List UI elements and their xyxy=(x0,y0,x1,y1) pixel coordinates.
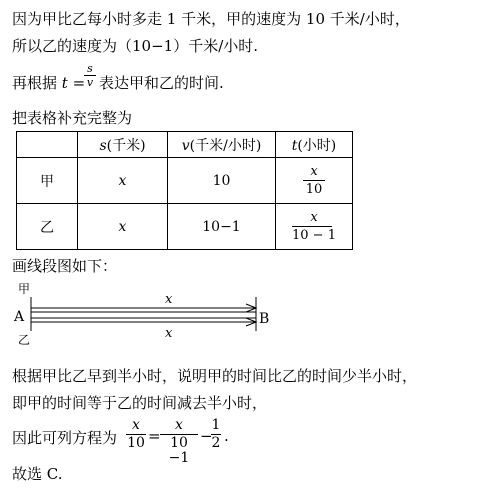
fraction-denominator: 10 xyxy=(127,435,145,451)
distance-cell: x xyxy=(78,158,168,204)
text-segment: 千米/小时， xyxy=(329,10,410,28)
data-table xyxy=(16,131,353,250)
line-segment-diagram xyxy=(0,280,300,346)
table-header-cell xyxy=(276,132,353,158)
label-a: A xyxy=(14,309,25,325)
fraction-bar xyxy=(303,180,325,181)
text-segment: 因为甲比乙每小时多走 xyxy=(12,10,163,28)
variable-t: t xyxy=(61,74,68,92)
text-segment: 千米，甲的速度为 xyxy=(181,10,302,28)
formula-line xyxy=(12,72,85,93)
equals-sign: = xyxy=(148,427,161,445)
label-jia: 甲 xyxy=(18,282,31,296)
equals-sign: = xyxy=(72,74,86,92)
number: 1 xyxy=(166,10,177,28)
header-variable: s xyxy=(99,137,107,154)
time-fraction xyxy=(303,164,325,197)
fraction-numerator: x xyxy=(310,164,318,179)
fraction-numerator: s xyxy=(87,62,93,75)
distance-cell: x xyxy=(78,204,168,250)
fraction-numerator: 1 xyxy=(211,417,221,433)
explanation-line-2: 所以乙的速度为（10−1）千米/小时. xyxy=(12,37,259,55)
header-unit: (千米/小时) xyxy=(189,137,262,154)
table-intro: 把表格补充完整为 xyxy=(12,109,133,127)
reasoning-line-2: 即甲的时间等于乙的时间减去半小时， xyxy=(12,394,268,412)
fraction-denominator: 10 − 1 xyxy=(292,228,336,243)
table-row xyxy=(17,204,353,250)
minus-sign: − xyxy=(200,427,213,445)
equation-fraction-1 xyxy=(126,418,146,451)
header-unit: (小时) xyxy=(297,137,337,154)
number: 10 xyxy=(305,10,326,28)
header-variable: t xyxy=(291,137,298,154)
fraction-numerator: x xyxy=(132,417,140,433)
table-header-cell xyxy=(17,132,78,158)
text-segment: 再根据 xyxy=(12,74,58,92)
equation-fraction-3 xyxy=(211,418,221,451)
label-x-bottom: x xyxy=(165,326,173,341)
diagram-intro: 画线段图如下： xyxy=(12,257,118,275)
time-cell xyxy=(276,204,353,250)
header-variable: v xyxy=(181,137,190,154)
fraction-numerator: x xyxy=(175,417,183,433)
fraction-denominator: v xyxy=(86,76,94,89)
table-header-cell xyxy=(78,132,168,158)
fraction-numerator: x xyxy=(310,210,318,225)
fraction-bar xyxy=(292,226,332,227)
speed-cell: 10−1 xyxy=(168,204,276,250)
fraction-denominator: 10 −1 xyxy=(168,435,190,466)
table-header-row xyxy=(17,132,353,158)
reasoning-line-1: 根据甲比乙早到半小时，说明甲的时间比乙的时间少半小时， xyxy=(12,367,418,385)
time-cell xyxy=(276,158,353,204)
fraction-denominator: 2 xyxy=(211,435,221,451)
explanation-line-1 xyxy=(12,8,410,29)
answer-line: 故选 C. xyxy=(12,465,63,483)
table-row xyxy=(17,158,353,204)
row-label: 甲 xyxy=(17,158,78,204)
fraction-denominator: 10 xyxy=(305,182,323,197)
fraction-s-over-v xyxy=(84,63,96,88)
time-fraction xyxy=(292,210,336,243)
speed-cell: 10 xyxy=(168,158,276,204)
formula-suffix: 表达甲和乙的时间. xyxy=(99,74,224,92)
label-x-top: x xyxy=(165,292,173,307)
equation-fraction-2 xyxy=(160,418,198,466)
row-label: 乙 xyxy=(17,204,78,250)
equation-prefix: 因此可列方程为 xyxy=(12,429,118,447)
label-b: B xyxy=(259,311,270,327)
equation-period: . xyxy=(224,427,229,445)
table-header-cell xyxy=(168,132,276,158)
label-yi: 乙 xyxy=(18,333,31,346)
header-unit: (千米) xyxy=(106,137,146,154)
